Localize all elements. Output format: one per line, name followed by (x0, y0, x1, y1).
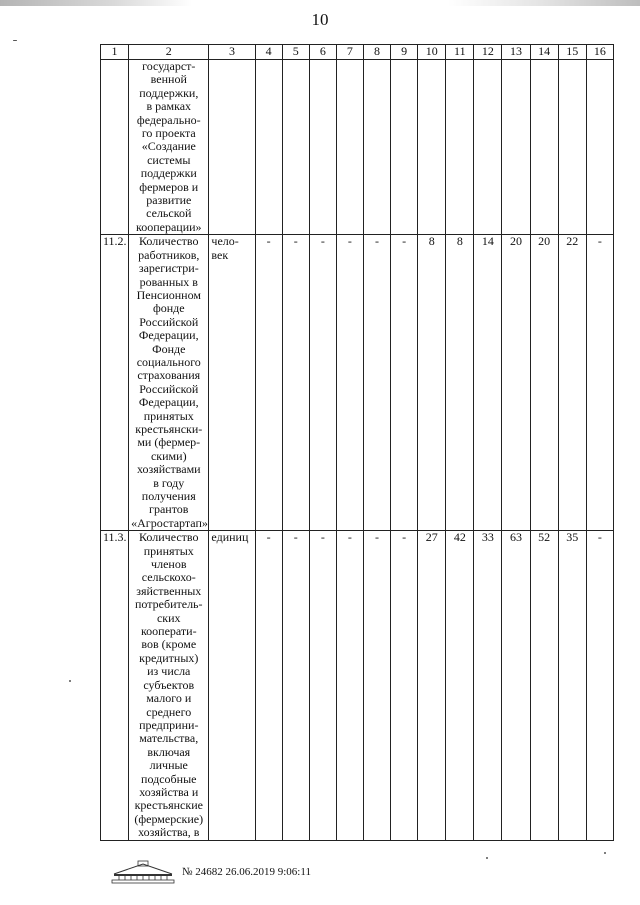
indicator-name-line: фермеров и (139, 179, 199, 194)
indicator-name-line: системы (147, 152, 191, 167)
page-number: 10 (311, 10, 329, 29)
indicator-name-line: Количество (139, 530, 199, 545)
indicator-name-line: кооперати- (140, 624, 197, 639)
value-cell (446, 60, 474, 235)
indicator-name-line: (фермерские) (134, 811, 204, 826)
value-cell: - (391, 531, 418, 840)
indicator-name-line: рованных в (139, 274, 198, 289)
column-header: 7 (336, 45, 363, 60)
indicator-name-line: хозяйствами (136, 462, 201, 477)
indicator-name-line: зяйственных (136, 583, 202, 598)
column-header: 12 (474, 45, 502, 60)
indicator-name-line: хозяйства, в (138, 825, 200, 840)
indicator-name-line: предприни- (139, 717, 199, 732)
indicator-name-line: го проекта (141, 126, 196, 141)
value-cell: - (363, 531, 390, 840)
value-cell (502, 60, 530, 235)
value-cell: - (255, 531, 282, 840)
header-row (101, 45, 614, 60)
column-header: 4 (255, 45, 282, 60)
indicator-name-line: Российской (139, 381, 199, 396)
table-row (101, 235, 614, 531)
column-header: 2 (129, 45, 209, 60)
scan-speck (69, 680, 71, 682)
value-cell: 63 (502, 531, 530, 840)
value-cell (586, 60, 613, 235)
indicator-name-line: членов (151, 557, 187, 572)
unit-of-measure: единиц (209, 531, 255, 840)
registration-stamp: № 24682 26.06.2019 9:06:11 (182, 866, 311, 878)
indicator-name-line: «Создание (141, 139, 196, 154)
value-cell: - (336, 531, 363, 840)
column-header: 10 (418, 45, 446, 60)
footer (108, 858, 388, 884)
indicator-code: 11.3. (101, 531, 129, 840)
value-cell: 8 (418, 235, 446, 531)
column-header: 3 (209, 45, 255, 60)
indicator-name-line: страхования (137, 368, 201, 383)
indicator-name-line: работников, (138, 247, 200, 262)
indicator-name-line: развитие (146, 193, 192, 208)
indicator-name-line: ских (156, 610, 181, 625)
value-cell: 33 (474, 531, 502, 840)
value-cell: 35 (558, 531, 586, 840)
column-header: 6 (309, 45, 336, 60)
value-cell (530, 60, 558, 235)
value-cell (474, 60, 502, 235)
indicator-name-line: государст- (142, 59, 196, 73)
unit-of-measure (209, 60, 255, 235)
value-cell: 52 (530, 531, 558, 840)
indicator-name-line: Российской (139, 314, 199, 329)
value-cell: 20 (502, 235, 530, 531)
column-header: 9 (391, 45, 418, 60)
value-cell: - (282, 235, 309, 531)
indicator-name-line: получения (141, 489, 196, 503)
indicator-name-line: субъектов (143, 677, 195, 692)
indicator-name-line: скими) (150, 448, 187, 463)
indicator-name-line: федерально- (136, 112, 201, 127)
indicator-name (129, 531, 209, 840)
value-cell: - (309, 235, 336, 531)
indicator-name-line: Федерации, (138, 395, 199, 410)
indicator-name-line: малого и (146, 691, 192, 706)
column-header: 14 (530, 45, 558, 60)
value-cell: 8 (446, 235, 474, 531)
indicator-name-line: поддержки (140, 166, 197, 181)
indicator-code (101, 60, 129, 235)
indicator-name-line: подсобные (141, 771, 197, 786)
value-cell: 27 (418, 531, 446, 840)
value-cell: - (363, 235, 390, 531)
indicator-name-line: венной (150, 72, 187, 87)
scan-speck (604, 852, 606, 854)
table-row (101, 60, 614, 235)
value-cell: - (255, 235, 282, 531)
indicator-name-line: кооперации» (135, 219, 202, 234)
value-cell: - (586, 235, 613, 531)
indicator-name-line: мательства, (139, 731, 199, 746)
value-cell (558, 60, 586, 235)
value-cell: 22 (558, 235, 586, 531)
indicator-name-line: принятых (143, 543, 194, 558)
scan-edge (0, 0, 640, 6)
column-header: 5 (282, 45, 309, 60)
indicator-name-line: в рамках (146, 99, 192, 114)
value-cell: - (309, 531, 336, 840)
column-header: 11 (446, 45, 474, 60)
indicator-name-line: фонде (152, 301, 185, 316)
column-header: 15 (558, 45, 586, 60)
indicator-name-line: включая (147, 744, 191, 759)
table-row (101, 531, 614, 840)
indicator-name-line: Федерации, (138, 328, 199, 343)
indicator-name-line: ми (фермер- (137, 435, 201, 450)
indicator-name-line: Количество (139, 234, 199, 249)
indicator-name-line: зарегистри- (138, 261, 199, 276)
indicator-name-line: крестьянски- (135, 421, 203, 436)
value-cell (391, 60, 418, 235)
indicator-name-line: личные (149, 758, 188, 773)
value-cell (418, 60, 446, 235)
registry-logo-icon (108, 858, 178, 884)
indicator-name-line: из числа (147, 664, 191, 679)
column-header: 13 (502, 45, 530, 60)
indicator-name-line: Пенсионном (136, 287, 201, 302)
value-cell: - (336, 235, 363, 531)
indicator-name-line: поддержки, (139, 85, 199, 100)
scan-speck (486, 857, 488, 859)
value-cell: - (282, 531, 309, 840)
indicator-name-line: сельской (146, 206, 192, 221)
value-cell: 42 (446, 531, 474, 840)
indicator-name-line: Фонде (152, 341, 186, 356)
indicator-name-line: в году (153, 475, 185, 490)
value-cell: 14 (474, 235, 502, 531)
value-cell: 20 (530, 235, 558, 531)
indicator-name-line: потребитель- (134, 597, 203, 612)
indicator-name-line: крестьянские (134, 798, 203, 813)
scan-speck (13, 40, 17, 41)
value-cell (282, 60, 309, 235)
indicator-name-line: социального (136, 354, 201, 369)
indicator-name-line: вов (кроме (141, 637, 197, 652)
indicator-name (129, 235, 209, 531)
column-header: 1 (101, 45, 129, 60)
value-cell (255, 60, 282, 235)
value-cell: - (586, 531, 613, 840)
column-header: 8 (363, 45, 390, 60)
indicator-name (129, 60, 209, 235)
indicator-name-line: среднего (146, 704, 192, 719)
value-cell (309, 60, 336, 235)
value-cell: - (391, 235, 418, 531)
column-header: 16 (586, 45, 613, 60)
indicator-name-line: кредитных) (139, 650, 199, 665)
indicator-name-line: «Агростартап» (131, 515, 208, 530)
value-cell (363, 60, 390, 235)
indicator-name-line: сельскохо- (141, 570, 196, 585)
indicator-table (100, 44, 614, 841)
indicator-name-line: хозяйства и (139, 784, 199, 799)
indicator-name-line: принятых (143, 408, 194, 423)
unit-of-measure: чело- век (209, 235, 255, 531)
indicator-code: 11.2. (101, 235, 129, 531)
indicator-name-line: грантов (149, 502, 189, 517)
value-cell (336, 60, 363, 235)
